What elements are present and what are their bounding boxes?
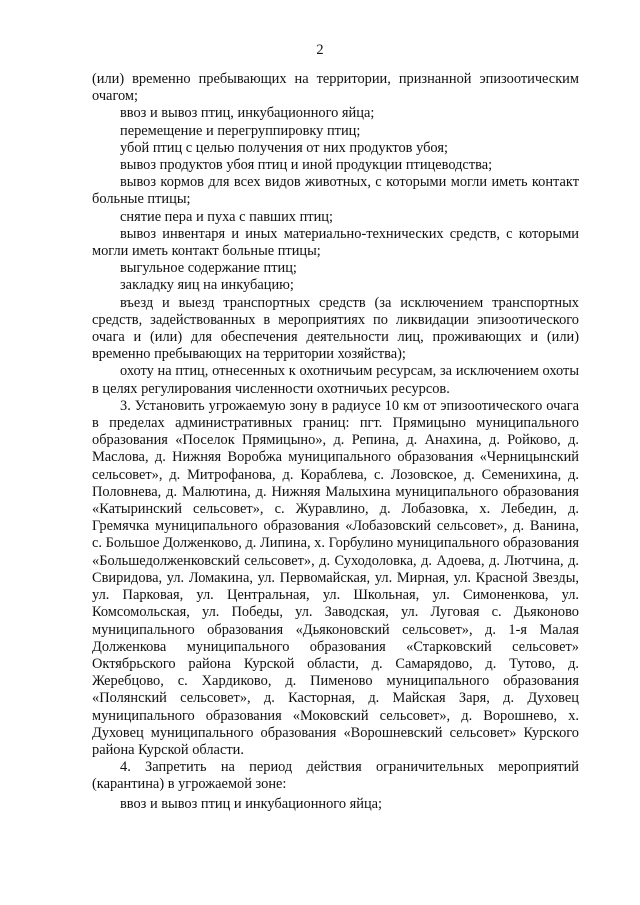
list-item: ввоз и вывоз птиц и инкубационного яйца; bbox=[120, 795, 383, 812]
list-item: вывоз продуктов убоя птиц и иной продукции птицеводства; bbox=[120, 157, 493, 174]
document-body bbox=[92, 71, 579, 813]
paragraph-continuation: (или) временно пребывающих на территории, признанной эпизоотическим очагом; bbox=[92, 71, 579, 105]
list-item: убой птиц с целью получения от них продуктов убоя; bbox=[120, 139, 448, 156]
list-item: снятие пера и пуха с павших птиц; bbox=[120, 208, 333, 225]
list-item: ввоз и вывоз птиц, инкубационного яйца; bbox=[120, 105, 375, 122]
list-item: перемещение и перегруппировку птиц; bbox=[120, 122, 361, 139]
list-item: охоту на птиц, отнесенных к охотничьим ресурсам, за исключением охоты в целях регулирования численности охотничьих ресурсов. bbox=[92, 363, 579, 397]
page-number: 2 bbox=[316, 42, 324, 58]
list-item: закладку яиц на инкубацию; bbox=[120, 277, 294, 294]
list-item: вывоз кормов для всех видов животных, с которыми могли иметь контакт больные птицы; bbox=[92, 174, 579, 208]
numbered-section-4: 4. Запретить на период действия ограничительных мероприятий (карантина) в угрожаемой зоне: bbox=[92, 759, 579, 793]
list-item: въезд и выезд транспортных средств (за исключением транспортных средств, задействованных в мероприятиях по ликвидации эпизоотического очага и (или) для обеспечения деятельности лиц, проживающих и (или) временно пребывающих на территории хозяйства); bbox=[92, 294, 579, 363]
list-item: выгульное содержание птиц; bbox=[120, 260, 297, 277]
numbered-section-3: 3. Установить угрожаемую зону в радиусе 10 км от эпизоотического очага в пределах административных границ: пгт. Прямицыно муниципального образования «Поселок Прямицыно», д. Репина, д. Анахина, д. Ройково, д. Маслова, д. Нижняя Воробжа муниципального образования «Черницынский сельсовет», д. Митрофанова, д. Кораблева, с. Лозовское, д. Семенихина, д. Половнева, д. Малютина, д. Нижняя Малыхина муниципального образования «Катыринский сельсовет», с. Журавлино, д. Лобазовка, х. Лебедин, д. Гремячка муниципального образования «Лобазовский сельсовет», д. Ванина, с. Большое Долженково, д. Липина, х. Горбулино муниципального образования «Большедолженковский сельсовет», д. Суходоловка, д. Адоева, д. Лютчина, д. Свиридова, ул. Ломакина, ул. Первомайская, ул. Мирная, ул. Красной Звезды, ул. Парковая, ул. Центральная, ул. Школьная, ул. Симоненкова, ул. Комсомольская, ул. Победы, ул. Заводская, ул. Луговая с. Дьяконово муниципального образования «Дьяконовский сельсовет», д. 1-я Малая Долженкова муниципального образования «Старковский сельсовет» Октябрьского района Курской области, д. Самарядово, д. Тутово, д. Жеребцово, с. Хардиково, д. Пименово муниципального образования «Полянский сельсовет», д. Касторная, д. Майская Заря, д. Духовец муниципального образования «Моковский сельсовет», д. Ворошнево, х. Духовец муниципального образования «Ворошневский сельсовет» Курского района Курской области. bbox=[92, 397, 579, 758]
list-item: вывоз инвентаря и иных материально-технических средств, с которыми могли иметь контакт больные птицы; bbox=[92, 225, 579, 260]
